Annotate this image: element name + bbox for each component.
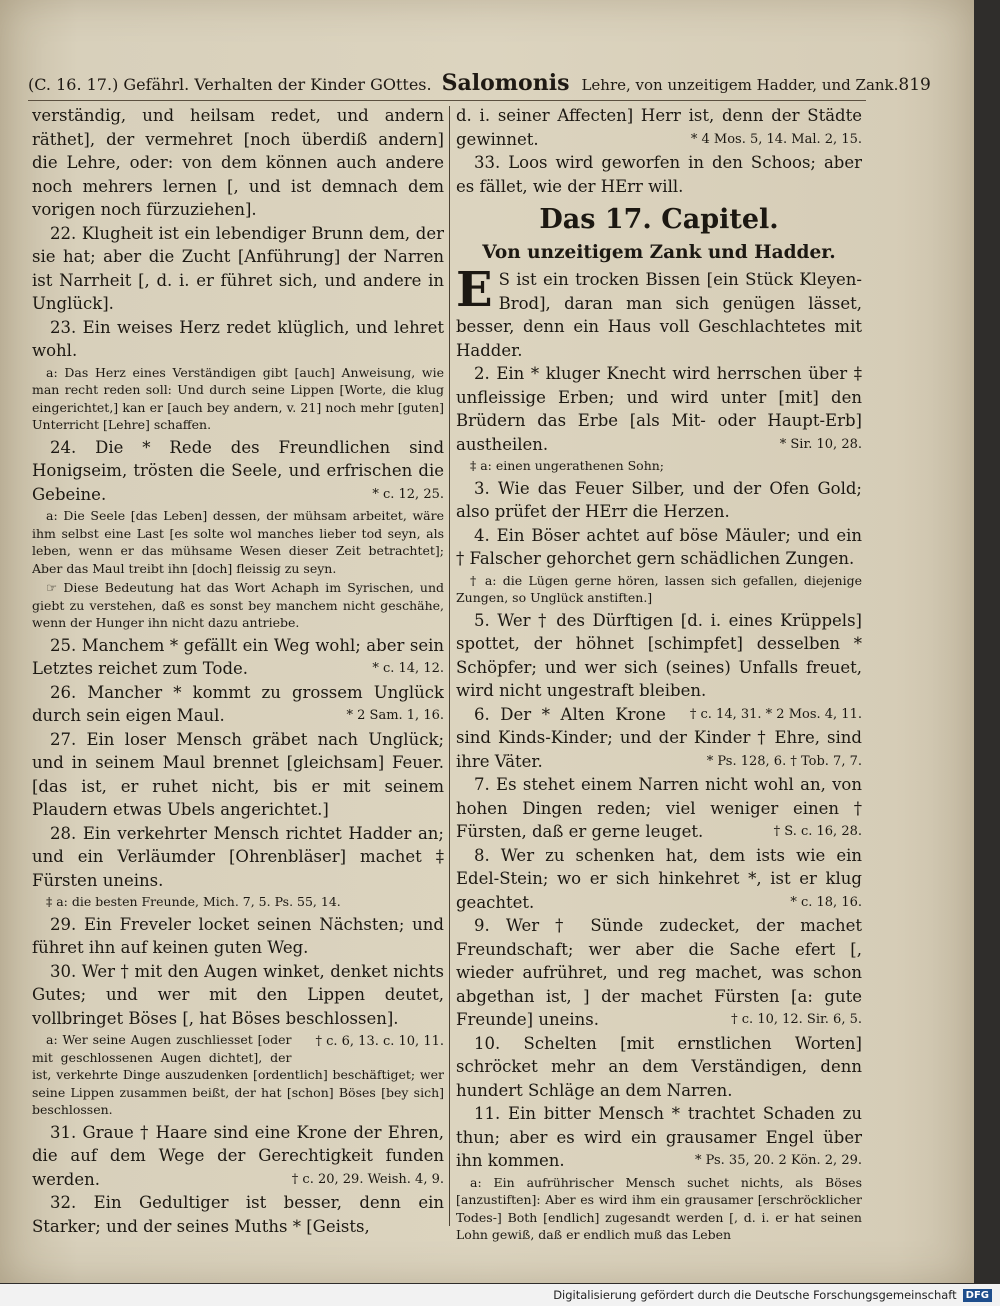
annotation-text: a: Die Seele [das Leben] dessen, der mühsam arbeitet, wäre ihm selbst eine Last [es solte wol manches lieber tod seyn, als leben, wenn er das mühsame Wesen dieser Zeit betrachtet]; Aber das Maul treibt ihn [doch] fleissig zu seyn.: [32, 508, 444, 576]
cross-reference: † c. 14, 31. * 2 Mos. 4, 11.: [689, 706, 862, 722]
left-column: [32, 104, 444, 1254]
annotation-text: ☞ Diese Bedeutung hat das Wort Achaph im Syrischen, und giebt zu verstehen, daß es sonst bey manchem nicht geschähe, wenn der Hunger ihn nicht dazu antriebe.: [32, 580, 444, 630]
cross-reference: † c. 10, 12. Sir. 6, 5.: [731, 1012, 862, 1027]
verse-text: 2. Ein * kluger Knecht wird herrschen über ‡ unfleissige Erben; und wird unter [mit] den Brüdern das Erbe [als Mit- oder Haupt-Erb] austheilen.: [456, 364, 862, 454]
verse-text: 8. Wer zu schenken hat, dem ists wie ein Edel-Stein; wo er sich hinkehret *, ist er klug geachtet.: [456, 845, 862, 912]
cross-reference: * 2 Sam. 1, 16.: [346, 708, 444, 723]
verse: [456, 362, 862, 456]
verse-text: 4. Ein Böser achtet auf böse Mäuler; und ein † Falscher gehorchet gern schädlichen Zungen.: [456, 525, 862, 568]
cross-reference: † c. 20, 29. Weish. 4, 9.: [291, 1171, 444, 1187]
footer-bar: [0, 1284, 1000, 1306]
cross-reference: * 4 Mos. 5, 14. Mal. 2, 15.: [690, 131, 862, 147]
verse-text: 9. Wer † Sünde zudecket, der machet Freundschaft; wer aber die Sache efert [, wieder aufrühret, und reg machet, was schon abgethan ist, ] der machet Fürsten [a: gute Freunde] uneins.: [456, 916, 862, 1029]
cross-reference: * Sir. 10, 28.: [779, 436, 862, 452]
verse-text: 6. Der * Alten Krone sind Kinds-Kinder; und der Kinder † Ehre, sind ihre Väter.: [456, 704, 862, 771]
first-verse-text: S ist ein trocken Bissen [ein Stück Kleyen-Brod], daran man sich genügen lässet, besser, denn ein Haus voll Geschlachtetes mit Hadder.: [456, 270, 862, 360]
verse-text: 25. Manchem * gefällt ein Weg wohl; aber sein Letztes reichet zum Tode.: [32, 635, 444, 678]
dropcap-letter: E: [456, 262, 493, 318]
verse: [32, 436, 444, 507]
verse-text: 3. Wie das Feuer Silber, und der Ofen Gold; also prüfet der HErr die Herzen.: [456, 478, 862, 521]
verse-text: 5. Wer † des Dürftigen [d. i. eines Krüppels] spottet, der höhnet [schimpfet] desselben * Schöpfer; und wer sich (seines) Unfalls freuet, wird nicht ungestraft bleiben.: [456, 610, 862, 700]
verse-text: 7. Es stehet einem Narren nicht wohl an, von hohen Dingen reden; viel weniger einen † Fürsten, daß er gerne leuget.: [456, 775, 862, 841]
annotation: [456, 572, 862, 607]
verse: [32, 822, 444, 893]
chapter-title: Das 17. Capitel.: [539, 204, 779, 235]
verse-text: 22. Klugheit ist ein lebendiger Brunn dem, der sie hat; aber die Zucht [Anführung] der Narren ist Narrheit [, d. i. er führet sich, und andere in Unglück].: [32, 223, 444, 313]
right-column-top: [456, 104, 862, 198]
verse: [456, 524, 862, 571]
verse-text: 11. Ein bitter Mensch * trachtet Schaden zu thun; aber es wird ein grausamer Engel über ihn kommen.: [456, 1104, 862, 1170]
verse: [456, 151, 862, 198]
footer-credit: Digitalisierung gefördert durch die Deutsche Forschungsgemeinschaft: [553, 1288, 957, 1302]
verse: [32, 316, 444, 363]
verse: [32, 728, 444, 822]
verse: [32, 1121, 444, 1192]
header-right: Lehre, von unzeitigem Hadder, und Zank.: [581, 76, 899, 94]
verse: [456, 844, 862, 915]
right-column-verses: [456, 362, 862, 1244]
annotation-text: ‡ a: die besten Freunde, Mich. 7, 5. Ps. 55, 14.: [46, 894, 341, 909]
dfg-logo: DFG: [963, 1289, 992, 1302]
verse: [32, 913, 444, 960]
verse: [32, 681, 444, 728]
header-book-name: Salomonis: [441, 70, 570, 96]
verse-text: verständig, und heilsam redet, und andern räthet], der vermehret [noch überdiß andern] die Lehre, oder: von dem können auch andere noch mehrers lernen [, und ist demnach dem vorigen noch fürzuziehen].: [32, 106, 444, 219]
header-left: (C. 16. 17.) Gefährl. Verhalten der Kinder GOttes.: [28, 75, 432, 94]
annotation-text: a: Ein aufrührischer Mensch suchet nichts, als Böses [anzustiften]: Aber es wird ihm ein grausamer [erschröcklicher Todes-] Both [endlich] zugesandt werden [, d. i. er hat seinen Lohn gewiß, daß er endlich muß das Leben: [456, 1174, 862, 1242]
verse: [456, 609, 862, 722]
verse-text: 27. Ein loser Mensch gräbet nach Unglück; und in seinem Maul brennet [gleichsam] Feuer. [das ist, er ruhet nicht, bis er mit seinem Plaudern etwas Ubels angerichtet.]: [32, 729, 444, 819]
verse: [456, 104, 862, 151]
verse-text: 23. Ein weises Herz redet klüglich, und lehret wohl.: [32, 317, 444, 360]
verse: [456, 773, 862, 844]
cross-reference: * Ps. 128, 6. † Tob. 7, 7.: [706, 753, 862, 769]
annotation: [456, 457, 862, 475]
annotation-text: a: Wer seine Augen zuschliesset [oder mit geschlossenen Augen dichtet], der ist, verkehrte Dinge auszudenken [ordentlich] beschäftiget; wer seine Lippen zusammen beißt, der hat [schon] Böses [bey sich] beschlossen.: [32, 1032, 444, 1117]
verse: [32, 960, 444, 1049]
verse-text: 26. Mancher * kommt zu grossem Unglück durch sein eigen Maul.: [32, 682, 444, 725]
annotation: [456, 1174, 862, 1244]
verse: [456, 477, 862, 524]
annotation-text: † a: die Lügen gerne hören, lassen sich gefallen, diejenige Zungen, so Unglück anstiften.]: [456, 572, 862, 605]
annotation-text: a: Das Herz eines Verständigen gibt [auch] Anweisung, wie man recht reden soll: Und durch seine Lippen [Worte, die klug eingerichtet,] kan er [auch bey andern, v. 21] noch mehr [guten] Unterricht [Lehre] schaffen.: [32, 364, 444, 432]
page-number: 819: [898, 75, 931, 95]
verse-text: 24. Die * Rede des Freundlichen sind Honigseim, trösten die Seele, und erfrischen die Gebeine.: [32, 437, 444, 504]
cross-reference: † c. 6, 13. c. 10, 11.: [315, 1034, 444, 1049]
running-header: [28, 70, 931, 101]
verse: [32, 634, 444, 681]
verse-text: d. i. seiner Affecten] Herr ist, denn der Städte gewinnet.: [456, 106, 862, 149]
verse-text: 28. Ein verkehrter Mensch richtet Hadder an; und ein Verläumder [Ohrenbläser] machet ‡ Fürsten uneins.: [32, 823, 444, 890]
cross-reference: * Ps. 35, 20. 2 Kön. 2, 29.: [694, 1153, 862, 1168]
annotation: [32, 893, 444, 911]
cross-reference: * c. 18, 16.: [790, 894, 862, 910]
column-divider: [449, 106, 450, 1226]
verse-text: 29. Ein Freveler locket seinen Nächsten; und führet ihn auf keinen guten Weg.: [32, 914, 444, 957]
annotation: [32, 364, 444, 434]
annotation: [32, 507, 444, 577]
cross-reference: † S. c. 16, 28.: [773, 824, 862, 839]
cross-reference: * c. 12, 25.: [372, 486, 444, 502]
annotation-text: ‡ a: einen ungerathenen Sohn;: [470, 458, 665, 473]
verse: [32, 1191, 444, 1238]
verse: [32, 222, 444, 316]
verse: [456, 1032, 862, 1103]
verse-text: 32. Ein Gedultiger ist besser, denn ein Starker; und der seines Muths * [Geists,: [32, 1193, 444, 1236]
verse-text: 30. Wer † mit den Augen winket, denket nichts Gutes; und wer mit den Lippen deutet, vollbringet Böses [, hat Böses beschlossen].: [32, 961, 444, 1028]
annotation: [32, 579, 444, 632]
chapter-subtitle: Von unzeitigem Zank und Hadder.: [482, 242, 836, 263]
chapter-first-verse: [456, 262, 862, 362]
verse: [456, 1102, 862, 1173]
verse-text: 31. Graue † Haare sind eine Krone der Ehren, die auf dem Wege der Gerechtigkeit funden werden.: [32, 1122, 444, 1189]
verse: [456, 914, 862, 1032]
verse-text: 10. Schelten [mit ernstlichen Worten] schröcket mehr an dem Verständigen, denn hundert Schläge an dem Narren.: [456, 1033, 862, 1100]
right-column: [456, 104, 862, 1254]
cross-reference: * c. 14, 12.: [372, 661, 444, 676]
verse-text: 33. Loos wird geworfen in den Schoos; aber es fället, wie der HErr will.: [456, 153, 862, 196]
verse: [32, 104, 444, 222]
